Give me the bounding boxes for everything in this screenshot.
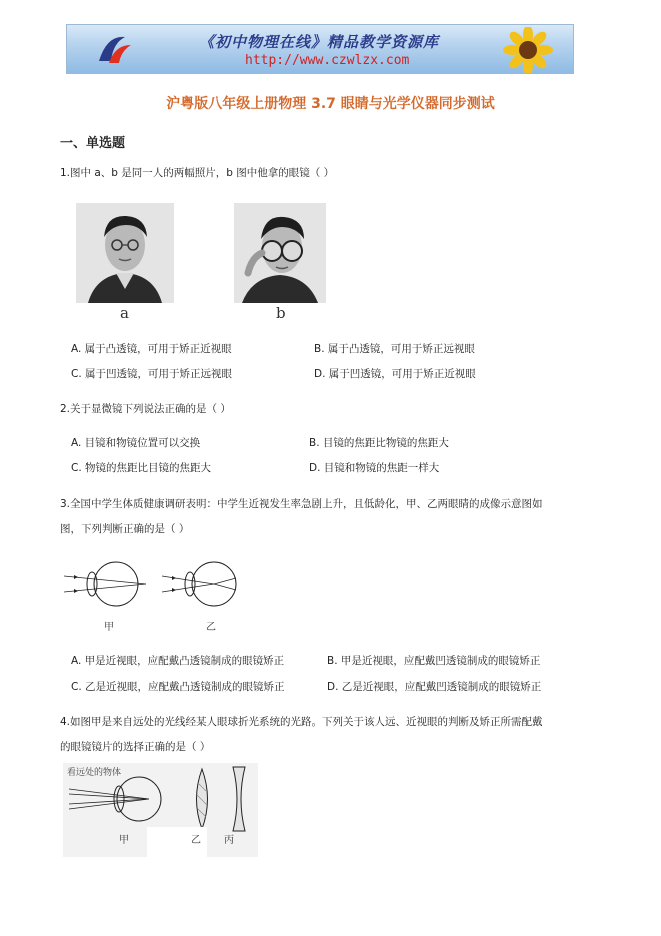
q2-option-d[interactable]: D. 目镜和物镜的焦距一样大	[309, 462, 440, 474]
figure-label-yi: 乙	[206, 622, 216, 633]
question-3-text-line2: 图，下列判断正确的是（ ）	[60, 523, 190, 535]
photo-a	[76, 203, 174, 303]
q1-option-b[interactable]: B. 属于凸透镜，可用于矫正远视眼	[314, 343, 475, 355]
eye-diagram-jia-yi-icon	[64, 560, 254, 620]
q3-option-c[interactable]: C. 乙是近视眼，应配戴凸透镜制成的眼镜矫正	[71, 681, 285, 693]
question-4-text-line2: 的眼镜镜片的选择正确的是（ ）	[60, 741, 211, 753]
q3-option-a[interactable]: A. 甲是近视眼，应配戴凸透镜制成的眼镜矫正	[71, 655, 285, 667]
q1-option-c[interactable]: C. 属于凹透镜，可用于矫正远视眼	[71, 368, 233, 380]
q3-option-d[interactable]: D. 乙是近视眼，应配戴凹透镜制成的眼镜矫正	[327, 681, 542, 693]
sunflower-icon	[493, 27, 563, 73]
header-banner	[66, 24, 574, 74]
figure-label-jia: 甲	[104, 622, 114, 633]
site-logo-icon	[95, 31, 135, 69]
q2-option-a[interactable]: A. 目镜和物镜位置可以交换	[71, 437, 201, 449]
figure-label-yi-4: 乙	[191, 835, 201, 846]
banner-url[interactable]: http://www.czwlzx.com	[245, 53, 410, 68]
question-1-text: 1.图中 a、b 是同一人的两幅照片，b 图中他拿的眼镜（ ）	[60, 167, 335, 179]
figure-caption-distant-object: 看远处的物体	[67, 768, 122, 778]
q3-option-b[interactable]: B. 甲是近视眼，应配戴凹透镜制成的眼镜矫正	[327, 655, 541, 667]
question-4-text-line1: 4.如图甲是来自远处的光线经某人眼球折光系统的光路。下列关于该人远、近视眼的判断及矫正所需配戴	[60, 716, 543, 728]
figure-label-a: a	[120, 304, 129, 322]
figure-label-bing-4: 丙	[224, 835, 234, 846]
q1-option-d[interactable]: D. 属于凹透镜，可用于矫正近视眼	[314, 368, 476, 380]
question-3-text-line1: 3.全国中学生体质健康调研表明：中学生近视发生率急剧上升，且低龄化，甲、乙两眼睛的成像示意图如	[60, 498, 543, 510]
question-2-text: 2.关于显微镜下列说法正确的是（ ）	[60, 403, 231, 415]
person-photo-b-icon	[234, 203, 326, 303]
q2-option-b[interactable]: B. 目镜的焦距比物镜的焦距大	[309, 437, 449, 449]
q1-option-a[interactable]: A. 属于凸透镜，可用于矫正近视眼	[71, 343, 232, 355]
banner-title: 《初中物理在线》精品教学资源库	[199, 33, 440, 51]
document-title: 沪粤版八年级上册物理 3.7 眼睛与光学仪器同步测试	[166, 96, 495, 112]
q2-option-c[interactable]: C. 物镜的焦距比目镜的焦距大	[71, 462, 212, 474]
figure-label-b: b	[276, 304, 286, 322]
lens-figure-panel	[63, 763, 258, 857]
photo-b	[234, 203, 326, 303]
section-heading: 一、单选题	[60, 136, 126, 151]
figure-label-jia-4: 甲	[119, 835, 129, 846]
person-photo-a-icon	[76, 203, 174, 303]
